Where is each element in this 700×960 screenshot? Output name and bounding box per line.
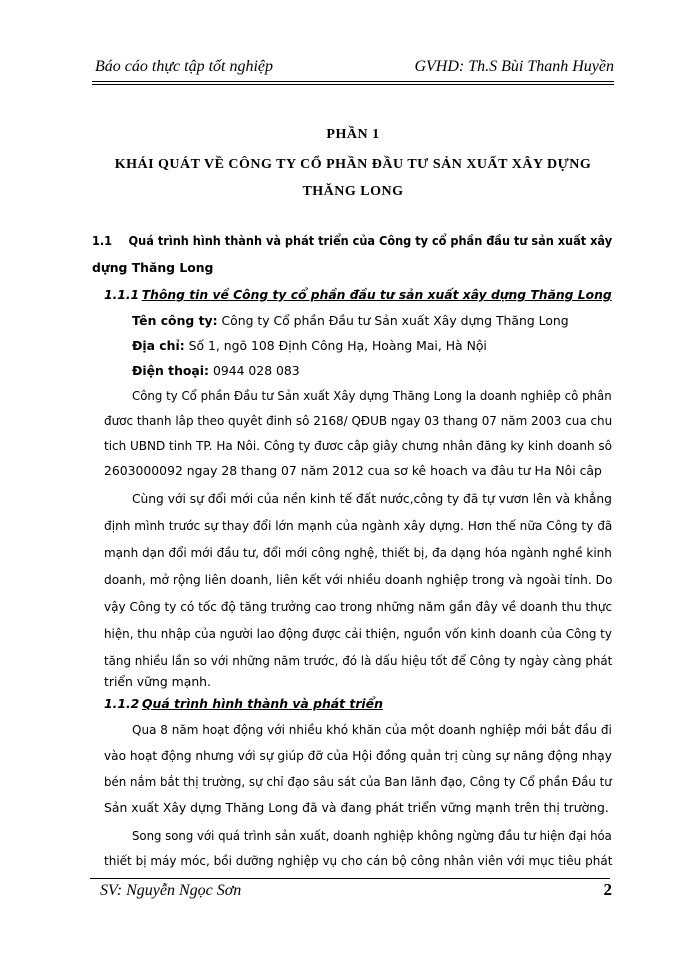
paragraph-2-line: tăng nhiều lần so với những năm trước, đó là dấu hiệu tốt để Công ty ngày càng phát — [104, 653, 613, 668]
section-number: 1.1.2 — [104, 696, 140, 711]
paragraph-2-line: hiện, thu nhập của người lao động được cải thiện, nguồn vốn kinh doanh của Công ty — [104, 626, 612, 641]
paragraph-3-line: bén nắm bắt thị trường, sự chỉ đạo sâu sát của Ban lãnh đạo, Công ty Cổ phần Đầu tư — [104, 774, 612, 789]
header-report-title: Báo cáo thực tập tốt nghiệp — [95, 58, 274, 75]
section-title-line-2: dựng Thăng Long — [92, 260, 214, 275]
company-address-label: Địa chỉ: — [132, 338, 185, 353]
paragraph-2-line: doanh, mở rộng liên doanh, liên kết với nhiều doanh nghiệp trong và ngoài tỉnh. Do — [104, 572, 613, 587]
paragraph-2-line: mạnh dạn đổi mới đầu tư, đổi mới công nghệ, thiết bị, đa dạng hóa ngành nghề kinh — [104, 545, 612, 560]
paragraph-4-line: Song song với quá trình sản xuất, doanh nghiệp không ngừng đầu tư hiện đại hóa — [132, 828, 612, 843]
section-title-line-1: Quá trình hình thành và phát triển của Công ty cổ phần đầu tư sản xuất xây — [128, 233, 613, 248]
section-number: 1.1.1 — [104, 287, 140, 302]
paragraph-1-line: tich UBND tinh TP. Ha Nôi. Công ty đươc câp giây chưng nhân đăng ky kinh doanh sô — [104, 438, 612, 453]
paragraph-1-line: Công ty Cổ phần Đầu tư Sản xuất Xây dựng Thăng Long la doanh nghiêp cô phân — [132, 388, 612, 403]
paragraph-2-line: định mình trước sự thay đổi lớn mạnh của ngành xây dựng. Hơn thế nữa Công ty đã — [104, 518, 613, 533]
company-address-row — [132, 338, 487, 353]
paragraph-2-line: Cùng với sự đổi mới của nền kinh tế đất nước,công ty đã tự vươn lên và khẳng — [132, 491, 612, 506]
part-title-line-1: KHÁI QUÁT VỀ CÔNG TY CỔ PHẦN ĐẦU TƯ SẢN XUẤT XÂY DỰNG — [114, 157, 592, 172]
section-heading-1-1 — [92, 233, 612, 248]
part-title-line-2: THĂNG LONG — [302, 184, 404, 199]
section-heading-1-1-1 — [104, 287, 612, 302]
header-divider-bottom — [92, 84, 614, 85]
section-number: 1.1 — [92, 233, 113, 248]
header-supervisor: GVHD: Th.S Bùi Thanh Huyền — [414, 58, 614, 75]
page-number: 2 — [603, 880, 612, 899]
paragraph-2-line: triển vững mạnh. — [104, 674, 211, 689]
footer-divider — [90, 878, 610, 879]
header-divider-top — [92, 81, 614, 82]
company-phone-label: Điện thoại: — [132, 363, 209, 378]
company-address-value: Số 1, ngõ 108 Định Công Hạ, Hoàng Mai, Hà Nội — [188, 338, 487, 353]
section-heading-1-1-2 — [104, 696, 383, 711]
company-phone-row — [132, 363, 300, 378]
company-name-value: Công ty Cổ phần Đầu tư Sản xuất Xây dựng Thăng Long — [221, 313, 569, 328]
paragraph-4-line: thiết bị máy móc, bồi dưỡng nghiệp vụ cho cán bộ công nhân viên với mục tiêu phát — [104, 853, 613, 868]
paragraph-1-line: 2603000092 ngay 28 thang 07 năm 2012 cua sơ kê hoach va đâu tư Ha Nôi câp — [104, 463, 602, 478]
company-name-label: Tên công ty: — [132, 313, 218, 328]
paragraph-3-line: vào hoạt động nhưng với sự giúp đỡ của Hội đồng quản trị cùng sự năng động nhạy — [104, 748, 612, 763]
company-name-row — [132, 313, 569, 328]
part-label: PHẦN 1 — [326, 127, 380, 142]
section-title: Quá trình hình thành và phát triển — [142, 696, 383, 711]
paragraph-3-line: Sản xuất Xây dựng Thăng Long đã và đang phát triển vững mạnh trên thị trường. — [104, 800, 609, 815]
footer-student-name: SV: Nguyễn Ngọc Sơn — [100, 882, 242, 899]
paragraph-3-line: Qua 8 năm hoạt động với nhiều khó khăn của một doanh nghiệp mới bắt đầu đi — [132, 722, 612, 737]
paragraph-2-line: vậy Công ty có tốc độ tăng trưởng cao trong những năm gần đây về doanh thu thực — [104, 599, 613, 614]
company-phone-value: 0944 028 083 — [212, 363, 300, 378]
paragraph-1-line: đươc thanh lâp theo quyêt đinh sô 2168/ QĐUB ngay 03 thang 07 năm 2003 cua chu — [104, 413, 613, 428]
section-title: Thông tin về Công ty cổ phần đầu tư sản xuất xây dựng Thăng Long — [141, 287, 612, 302]
